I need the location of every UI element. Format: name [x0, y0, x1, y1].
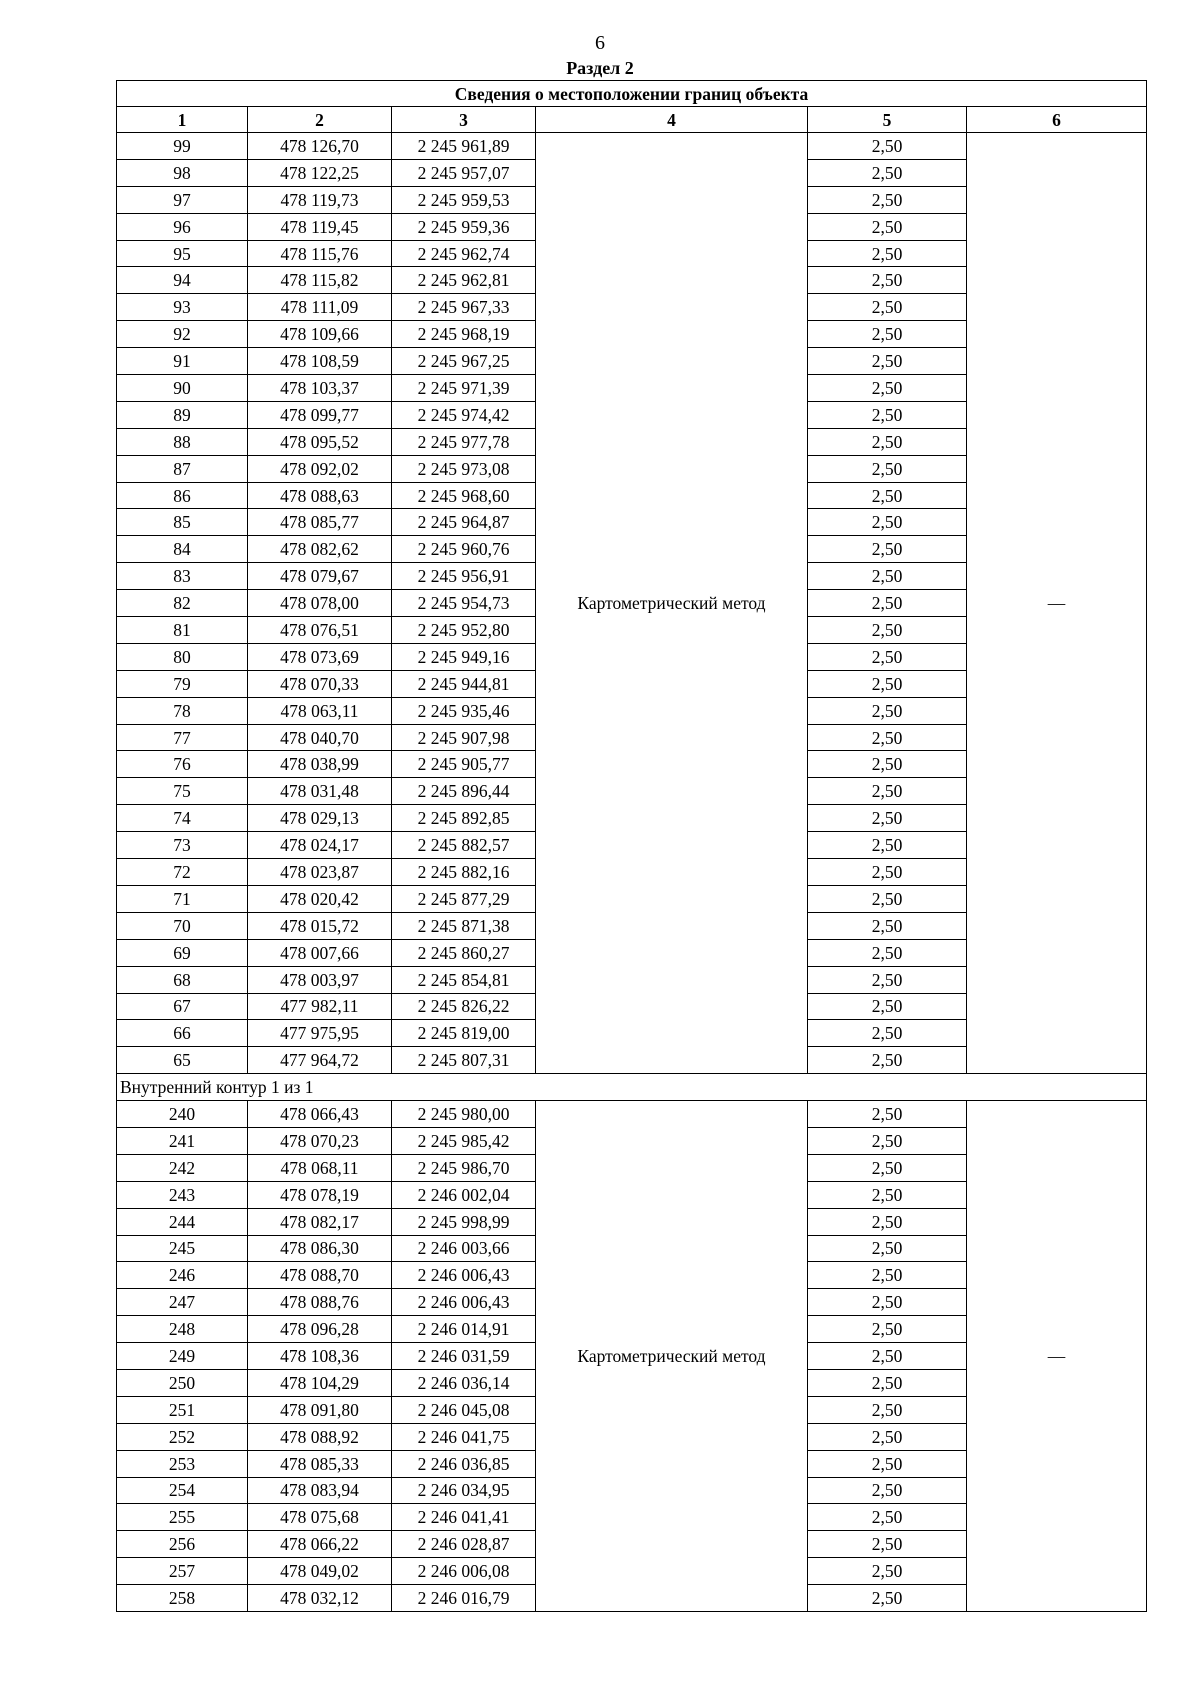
coord-x-cell: 478 073,69 — [248, 643, 392, 670]
accuracy-cell: 2,50 — [808, 1047, 967, 1074]
table-body — [117, 81, 1147, 1612]
point-number-cell: 74 — [117, 805, 248, 832]
point-number-cell: 252 — [117, 1423, 248, 1450]
coord-y-cell: 2 245 892,85 — [392, 805, 536, 832]
point-number-cell: 246 — [117, 1262, 248, 1289]
accuracy-cell: 2,50 — [808, 455, 967, 482]
point-number-cell: 83 — [117, 563, 248, 590]
point-number-cell: 78 — [117, 697, 248, 724]
point-number-cell: 81 — [117, 617, 248, 644]
coord-x-cell: 478 031,48 — [248, 778, 392, 805]
coord-x-cell: 478 003,97 — [248, 966, 392, 993]
coord-x-cell: 478 075,68 — [248, 1504, 392, 1531]
page-number: 6 — [595, 32, 605, 54]
coord-y-cell: 2 245 986,70 — [392, 1154, 536, 1181]
accuracy-cell: 2,50 — [808, 1585, 967, 1612]
accuracy-cell: 2,50 — [808, 697, 967, 724]
coord-y-cell: 2 245 968,60 — [392, 482, 536, 509]
coord-x-cell: 478 023,87 — [248, 859, 392, 886]
accuracy-cell: 2,50 — [808, 294, 967, 321]
coord-y-cell: 2 246 002,04 — [392, 1181, 536, 1208]
coord-x-cell: 478 038,99 — [248, 751, 392, 778]
coord-x-cell: 478 082,17 — [248, 1208, 392, 1235]
point-number-cell: 94 — [117, 267, 248, 294]
point-number-cell: 251 — [117, 1396, 248, 1423]
accuracy-cell: 2,50 — [808, 133, 967, 160]
column-header: 4 — [536, 107, 808, 133]
point-number-cell: 75 — [117, 778, 248, 805]
accuracy-cell: 2,50 — [808, 536, 967, 563]
accuracy-cell: 2,50 — [808, 724, 967, 751]
column-header-row — [117, 107, 1147, 133]
coord-y-cell: 2 245 935,46 — [392, 697, 536, 724]
point-number-cell: 97 — [117, 186, 248, 213]
coord-y-cell: 2 245 962,81 — [392, 267, 536, 294]
accuracy-cell: 2,50 — [808, 1423, 967, 1450]
accuracy-cell: 2,50 — [808, 1289, 967, 1316]
point-number-cell: 98 — [117, 159, 248, 186]
point-number-cell: 99 — [117, 133, 248, 160]
coord-x-cell: 478 040,70 — [248, 724, 392, 751]
point-number-cell: 88 — [117, 428, 248, 455]
coord-y-cell: 2 245 967,33 — [392, 294, 536, 321]
accuracy-cell: 2,50 — [808, 778, 967, 805]
coord-x-cell: 478 088,92 — [248, 1423, 392, 1450]
coord-x-cell: 478 111,09 — [248, 294, 392, 321]
accuracy-cell: 2,50 — [808, 1262, 967, 1289]
point-number-cell: 248 — [117, 1316, 248, 1343]
accuracy-cell: 2,50 — [808, 159, 967, 186]
point-number-cell: 84 — [117, 536, 248, 563]
coord-x-cell: 478 095,52 — [248, 428, 392, 455]
point-number-cell: 257 — [117, 1558, 248, 1585]
coord-y-cell: 2 246 006,43 — [392, 1262, 536, 1289]
coord-y-cell: 2 246 036,14 — [392, 1369, 536, 1396]
coord-x-cell: 478 029,13 — [248, 805, 392, 832]
coord-y-cell: 2 245 998,99 — [392, 1208, 536, 1235]
coord-y-cell: 2 245 944,81 — [392, 670, 536, 697]
coord-y-cell: 2 245 974,42 — [392, 401, 536, 428]
point-number-cell: 241 — [117, 1127, 248, 1154]
accuracy-cell: 2,50 — [808, 1154, 967, 1181]
accuracy-cell: 2,50 — [808, 993, 967, 1020]
column-header: 6 — [967, 107, 1147, 133]
coord-y-cell: 2 245 807,31 — [392, 1047, 536, 1074]
coord-x-cell: 478 015,72 — [248, 912, 392, 939]
coord-x-cell: 478 066,43 — [248, 1101, 392, 1128]
accuracy-cell: 2,50 — [808, 186, 967, 213]
accuracy-cell: 2,50 — [808, 885, 967, 912]
coord-y-cell: 2 245 949,16 — [392, 643, 536, 670]
coord-x-cell: 478 085,77 — [248, 509, 392, 536]
coord-y-cell: 2 245 959,36 — [392, 213, 536, 240]
coord-y-cell: 2 246 036,85 — [392, 1450, 536, 1477]
coord-x-cell: 478 007,66 — [248, 939, 392, 966]
point-number-cell: 240 — [117, 1101, 248, 1128]
coord-y-cell: 2 245 964,87 — [392, 509, 536, 536]
point-number-cell: 87 — [117, 455, 248, 482]
accuracy-cell: 2,50 — [808, 1127, 967, 1154]
accuracy-cell: 2,50 — [808, 267, 967, 294]
coord-y-cell: 2 246 016,79 — [392, 1585, 536, 1612]
coord-x-cell: 478 096,28 — [248, 1316, 392, 1343]
accuracy-cell: 2,50 — [808, 966, 967, 993]
coord-x-cell: 478 079,67 — [248, 563, 392, 590]
point-number-cell: 80 — [117, 643, 248, 670]
coord-x-cell: 478 119,45 — [248, 213, 392, 240]
accuracy-cell: 2,50 — [808, 859, 967, 886]
point-number-cell: 253 — [117, 1450, 248, 1477]
coord-x-cell: 478 078,00 — [248, 590, 392, 617]
accuracy-cell: 2,50 — [808, 375, 967, 402]
accuracy-cell: 2,50 — [808, 1020, 967, 1047]
coord-y-cell: 2 245 980,00 — [392, 1101, 536, 1128]
coord-x-cell: 478 049,02 — [248, 1558, 392, 1585]
point-number-cell: 72 — [117, 859, 248, 886]
coord-x-cell: 478 085,33 — [248, 1450, 392, 1477]
coord-x-cell: 478 086,30 — [248, 1235, 392, 1262]
coord-y-cell: 2 246 028,87 — [392, 1531, 536, 1558]
coord-y-cell: 2 245 985,42 — [392, 1127, 536, 1154]
point-number-cell: 66 — [117, 1020, 248, 1047]
point-number-cell: 249 — [117, 1343, 248, 1370]
coord-y-cell: 2 246 041,75 — [392, 1423, 536, 1450]
accuracy-cell: 2,50 — [808, 428, 967, 455]
point-number-cell: 68 — [117, 966, 248, 993]
point-number-cell: 96 — [117, 213, 248, 240]
coord-y-cell: 2 245 952,80 — [392, 617, 536, 644]
point-number-cell: 70 — [117, 912, 248, 939]
table-row — [117, 133, 1147, 160]
boundary-table — [116, 80, 1147, 1612]
point-number-cell: 86 — [117, 482, 248, 509]
point-number-cell: 243 — [117, 1181, 248, 1208]
coord-y-cell: 2 246 034,95 — [392, 1477, 536, 1504]
accuracy-cell: 2,50 — [808, 832, 967, 859]
coord-y-cell: 2 245 956,91 — [392, 563, 536, 590]
accuracy-cell: 2,50 — [808, 751, 967, 778]
coord-x-cell: 478 126,70 — [248, 133, 392, 160]
accuracy-cell: 2,50 — [808, 1316, 967, 1343]
accuracy-cell: 2,50 — [808, 401, 967, 428]
point-number-cell: 79 — [117, 670, 248, 697]
point-number-cell: 73 — [117, 832, 248, 859]
coord-x-cell: 478 122,25 — [248, 159, 392, 186]
coord-x-cell: 478 066,22 — [248, 1531, 392, 1558]
point-number-cell: 76 — [117, 751, 248, 778]
accuracy-cell: 2,50 — [808, 240, 967, 267]
coord-y-cell: 2 245 962,74 — [392, 240, 536, 267]
point-number-cell: 247 — [117, 1289, 248, 1316]
accuracy-cell: 2,50 — [808, 1396, 967, 1423]
coord-x-cell: 478 088,76 — [248, 1289, 392, 1316]
accuracy-cell: 2,50 — [808, 643, 967, 670]
accuracy-cell: 2,50 — [808, 617, 967, 644]
point-number-cell: 89 — [117, 401, 248, 428]
point-number-cell: 77 — [117, 724, 248, 751]
coord-y-cell: 2 245 896,44 — [392, 778, 536, 805]
table-row — [117, 1101, 1147, 1128]
coord-x-cell: 478 115,76 — [248, 240, 392, 267]
column-6-cell: — — [967, 1101, 1147, 1612]
method-cell: Картометрический метод — [536, 133, 808, 1074]
coord-x-cell: 478 088,63 — [248, 482, 392, 509]
point-number-cell: 256 — [117, 1531, 248, 1558]
accuracy-cell: 2,50 — [808, 1101, 967, 1128]
coord-y-cell: 2 245 968,19 — [392, 321, 536, 348]
accuracy-cell: 2,50 — [808, 670, 967, 697]
accuracy-cell: 2,50 — [808, 1477, 967, 1504]
coord-x-cell: 478 024,17 — [248, 832, 392, 859]
method-cell: Картометрический метод — [536, 1101, 808, 1612]
accuracy-cell: 2,50 — [808, 1235, 967, 1262]
coord-x-cell: 477 975,95 — [248, 1020, 392, 1047]
coord-x-cell: 477 982,11 — [248, 993, 392, 1020]
coord-y-cell: 2 245 957,07 — [392, 159, 536, 186]
coord-x-cell: 478 108,36 — [248, 1343, 392, 1370]
accuracy-cell: 2,50 — [808, 1531, 967, 1558]
accuracy-cell: 2,50 — [808, 1369, 967, 1396]
coord-y-cell: 2 245 826,22 — [392, 993, 536, 1020]
point-number-cell: 92 — [117, 321, 248, 348]
accuracy-cell: 2,50 — [808, 348, 967, 375]
coord-x-cell: 478 078,19 — [248, 1181, 392, 1208]
point-number-cell: 65 — [117, 1047, 248, 1074]
coord-y-cell: 2 245 877,29 — [392, 885, 536, 912]
accuracy-cell: 2,50 — [808, 509, 967, 536]
coord-y-cell: 2 245 819,00 — [392, 1020, 536, 1047]
point-number-cell: 255 — [117, 1504, 248, 1531]
point-number-cell: 69 — [117, 939, 248, 966]
coord-x-cell: 478 083,94 — [248, 1477, 392, 1504]
column-header: 3 — [392, 107, 536, 133]
coord-y-cell: 2 245 907,98 — [392, 724, 536, 751]
point-number-cell: 244 — [117, 1208, 248, 1235]
point-number-cell: 95 — [117, 240, 248, 267]
coord-x-cell: 478 119,73 — [248, 186, 392, 213]
accuracy-cell: 2,50 — [808, 1558, 967, 1585]
coord-x-cell: 478 091,80 — [248, 1396, 392, 1423]
coord-x-cell: 478 115,82 — [248, 267, 392, 294]
accuracy-cell: 2,50 — [808, 321, 967, 348]
column-header: 5 — [808, 107, 967, 133]
coord-y-cell: 2 245 860,27 — [392, 939, 536, 966]
coord-x-cell: 477 964,72 — [248, 1047, 392, 1074]
contour-label-row — [117, 1074, 1147, 1101]
coord-y-cell: 2 246 031,59 — [392, 1343, 536, 1370]
accuracy-cell: 2,50 — [808, 563, 967, 590]
coord-x-cell: 478 070,33 — [248, 670, 392, 697]
coord-y-cell: 2 246 003,66 — [392, 1235, 536, 1262]
table-caption: Сведения о местоположении границ объекта — [117, 81, 1147, 107]
coord-y-cell: 2 245 960,76 — [392, 536, 536, 563]
coord-x-cell: 478 076,51 — [248, 617, 392, 644]
coord-y-cell: 2 246 045,08 — [392, 1396, 536, 1423]
coord-x-cell: 478 104,29 — [248, 1369, 392, 1396]
coord-x-cell: 478 032,12 — [248, 1585, 392, 1612]
contour-label: Внутренний контур 1 из 1 — [117, 1074, 1147, 1101]
coord-x-cell: 478 082,62 — [248, 536, 392, 563]
coord-x-cell: 478 099,77 — [248, 401, 392, 428]
point-number-cell: 90 — [117, 375, 248, 402]
coord-x-cell: 478 103,37 — [248, 375, 392, 402]
point-number-cell: 245 — [117, 1235, 248, 1262]
accuracy-cell: 2,50 — [808, 213, 967, 240]
point-number-cell: 91 — [117, 348, 248, 375]
accuracy-cell: 2,50 — [808, 1343, 967, 1370]
coord-x-cell: 478 088,70 — [248, 1262, 392, 1289]
point-number-cell: 250 — [117, 1369, 248, 1396]
coord-y-cell: 2 245 882,57 — [392, 832, 536, 859]
coord-y-cell: 2 245 905,77 — [392, 751, 536, 778]
coord-y-cell: 2 246 014,91 — [392, 1316, 536, 1343]
coord-y-cell: 2 245 967,25 — [392, 348, 536, 375]
accuracy-cell: 2,50 — [808, 1181, 967, 1208]
accuracy-cell: 2,50 — [808, 939, 967, 966]
accuracy-cell: 2,50 — [808, 1504, 967, 1531]
coord-x-cell: 478 068,11 — [248, 1154, 392, 1181]
point-number-cell: 254 — [117, 1477, 248, 1504]
coord-y-cell: 2 246 041,41 — [392, 1504, 536, 1531]
coord-y-cell: 2 245 973,08 — [392, 455, 536, 482]
coord-y-cell: 2 245 871,38 — [392, 912, 536, 939]
accuracy-cell: 2,50 — [808, 1208, 967, 1235]
coord-y-cell: 2 246 006,08 — [392, 1558, 536, 1585]
coord-x-cell: 478 063,11 — [248, 697, 392, 724]
column-header: 2 — [248, 107, 392, 133]
coord-y-cell: 2 245 854,81 — [392, 966, 536, 993]
accuracy-cell: 2,50 — [808, 912, 967, 939]
accuracy-cell: 2,50 — [808, 590, 967, 617]
accuracy-cell: 2,50 — [808, 805, 967, 832]
coord-y-cell: 2 245 977,78 — [392, 428, 536, 455]
coord-x-cell: 478 108,59 — [248, 348, 392, 375]
coord-y-cell: 2 245 959,53 — [392, 186, 536, 213]
coord-y-cell: 2 246 006,43 — [392, 1289, 536, 1316]
point-number-cell: 85 — [117, 509, 248, 536]
coord-x-cell: 478 092,02 — [248, 455, 392, 482]
point-number-cell: 242 — [117, 1154, 248, 1181]
coord-y-cell: 2 245 961,89 — [392, 133, 536, 160]
coord-y-cell: 2 245 882,16 — [392, 859, 536, 886]
point-number-cell: 82 — [117, 590, 248, 617]
point-number-cell: 93 — [117, 294, 248, 321]
table-caption-row — [117, 81, 1147, 107]
point-number-cell: 67 — [117, 993, 248, 1020]
coord-x-cell: 478 070,23 — [248, 1127, 392, 1154]
coord-y-cell: 2 245 971,39 — [392, 375, 536, 402]
point-number-cell: 258 — [117, 1585, 248, 1612]
point-number-cell: 71 — [117, 885, 248, 912]
column-header: 1 — [117, 107, 248, 133]
coord-x-cell: 478 109,66 — [248, 321, 392, 348]
section-title: Раздел 2 — [566, 58, 634, 78]
coord-y-cell: 2 245 954,73 — [392, 590, 536, 617]
coord-x-cell: 478 020,42 — [248, 885, 392, 912]
accuracy-cell: 2,50 — [808, 1450, 967, 1477]
column-6-cell: — — [967, 133, 1147, 1074]
accuracy-cell: 2,50 — [808, 482, 967, 509]
